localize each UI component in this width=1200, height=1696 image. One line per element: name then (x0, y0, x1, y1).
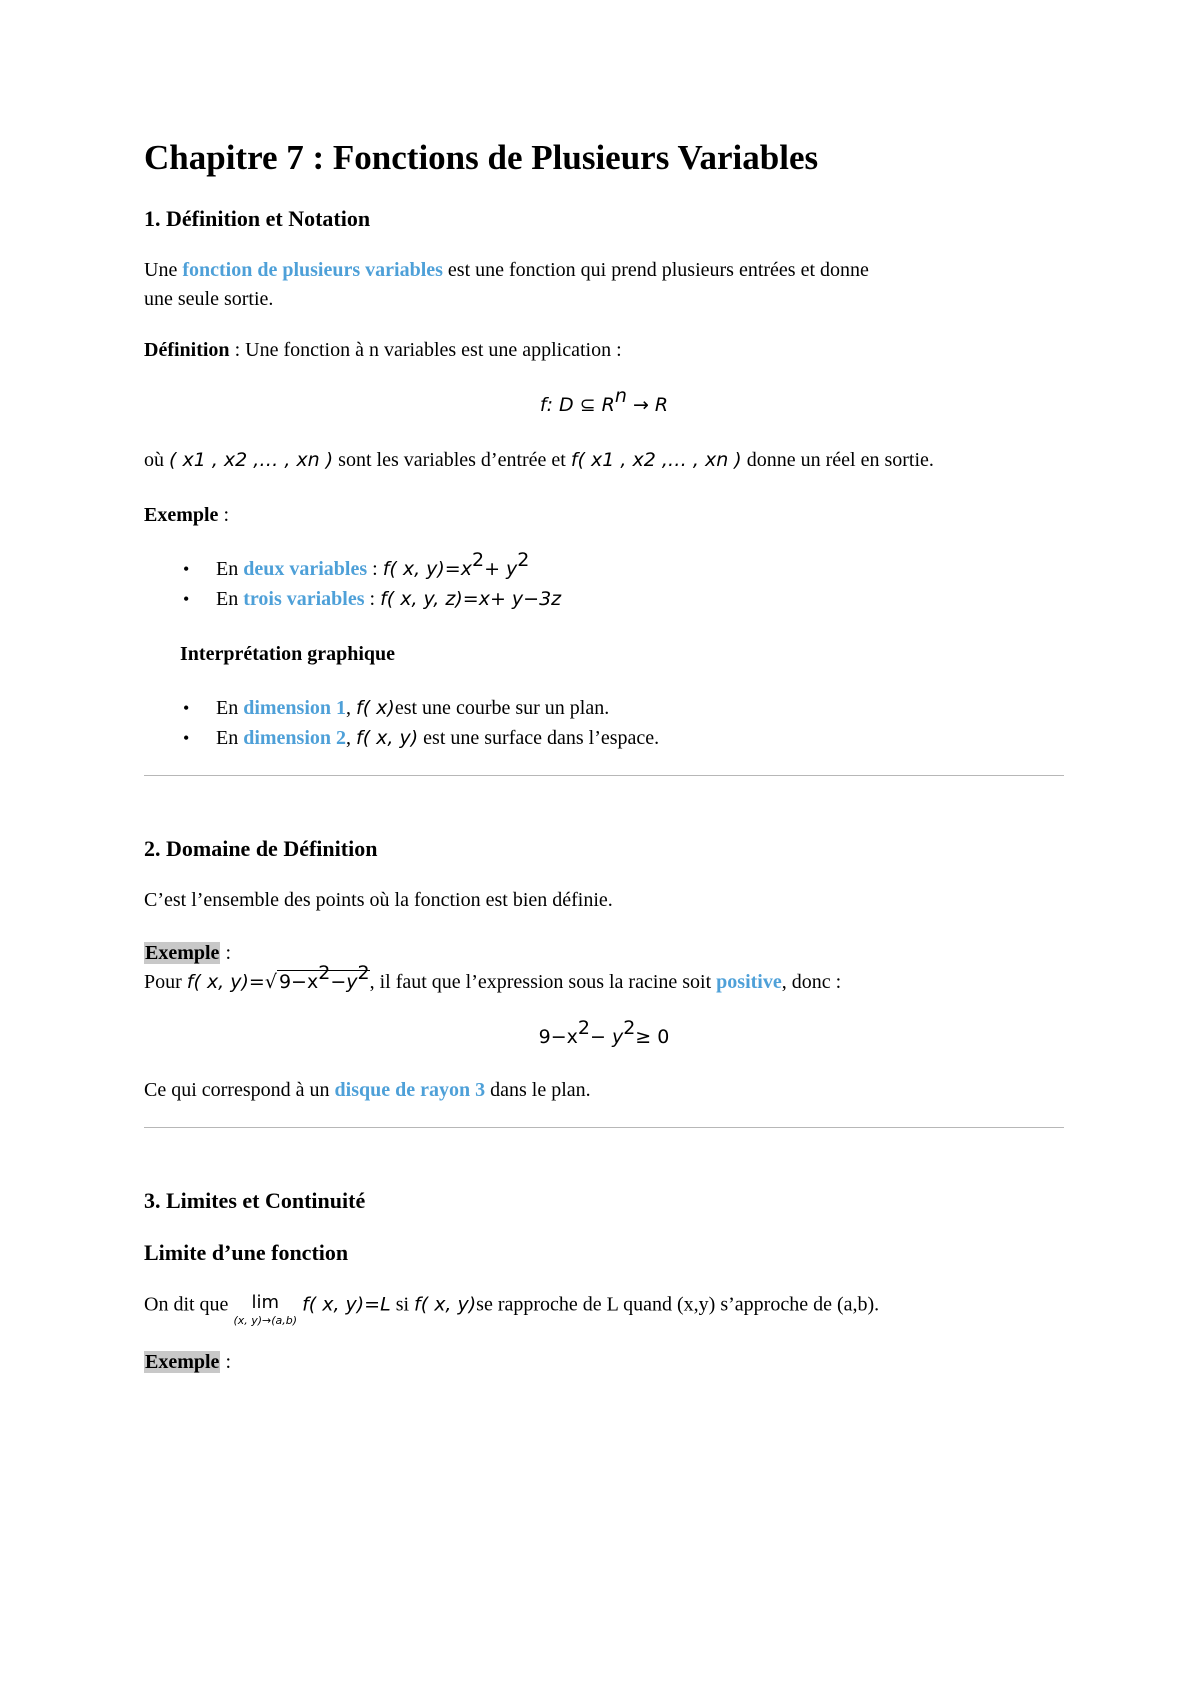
item-mid: : (367, 558, 383, 580)
item-post: est une surface dans l’espace. (418, 727, 660, 749)
sqrt-b: −y (330, 971, 358, 993)
cqc-post: dans le plan. (485, 1079, 591, 1101)
example-label: Exemple (144, 504, 219, 526)
interp-heading (144, 640, 1064, 669)
bullet-icon: • (183, 559, 190, 579)
s2-inequality (144, 1017, 1064, 1052)
definition-text: : Une fonction à n variables est une application : (229, 339, 622, 361)
section-divider (144, 775, 1064, 776)
section-1-heading: 1. Définition et Notation (144, 206, 371, 231)
s1-intro (144, 256, 1064, 314)
example-label: Exemple (145, 942, 220, 964)
item-sup1: 2 (471, 549, 485, 571)
on-math2: f( x, y) (414, 1293, 477, 1316)
item-pre: En (216, 727, 244, 749)
example-colon: : (220, 942, 231, 964)
list-item (144, 693, 1064, 723)
on-pre: On dit que (144, 1293, 234, 1316)
lim-top: lim (251, 1292, 280, 1313)
ou-func: f( x1 , x2 ,… , xn ) (570, 449, 742, 471)
item-highlight: dimension 2 (243, 727, 347, 749)
formula-end: → R (626, 394, 669, 416)
item-math: f( x) (356, 697, 395, 719)
ineq-b: − y (589, 1026, 624, 1048)
item-math: f( x, y, z)=x+ y−3z (380, 588, 562, 610)
item-sup2: 2 (517, 549, 530, 571)
item-highlight: deux variables (243, 558, 368, 580)
sqrt-exp2: 2 (357, 962, 370, 984)
item-pre: En (216, 588, 244, 610)
formula-mid: : D ⊆ R (546, 394, 615, 416)
s1-example-list (144, 549, 1064, 614)
bullet-icon: • (183, 589, 190, 609)
s2-conclusion (144, 1076, 1064, 1105)
ineq-a: 9−x (538, 1026, 578, 1048)
s1-intro-highlight: fonction de plusieurs variables (182, 259, 443, 281)
item-highlight: dimension 1 (243, 697, 347, 719)
ou-tuple: ( x1 , x2 ,… , xn ) (169, 449, 334, 471)
example-colon: : (220, 1351, 231, 1373)
section-3-heading: 3. Limites et Continuité (144, 1188, 366, 1213)
on-post: se rapproche de L quand (x,y) s’approche de (a,b). (476, 1293, 880, 1316)
pour-post: , donc : (781, 971, 842, 993)
pour-math: f( x, y)= (186, 971, 265, 993)
s3-subheading: Limite d’une fonction (144, 1240, 349, 1265)
item-pre: En (216, 697, 244, 719)
s1-intro-pre: Une (144, 259, 183, 281)
cqc-highlight: disque de rayon 3 (334, 1079, 486, 1101)
item-mid: : (364, 588, 381, 610)
bullet-icon: • (183, 728, 190, 748)
list-item (144, 549, 1064, 584)
sqrt-exp1: 2 (318, 962, 331, 984)
document-content (144, 138, 1064, 1377)
bullet-icon: • (183, 698, 190, 718)
lim-sub: (x, y)→(a,b) (233, 1314, 298, 1327)
s1-intro-line2: une seule sortie. (144, 288, 274, 310)
sqrt-content (277, 962, 370, 993)
pour-mid: , il faut que l’expression sous la racine soit (369, 971, 717, 993)
section-divider (144, 1127, 1064, 1128)
ou-pre: où (144, 449, 169, 471)
item-post: est une courbe sur un plan. (394, 697, 610, 719)
definition-label: Définition (144, 339, 230, 361)
item-pre: En (216, 558, 244, 580)
s3-limit-definition (144, 1290, 1064, 1327)
sqrt-a: 9−x (278, 971, 319, 993)
s1-definition (144, 336, 1064, 365)
s1-variables-line (144, 446, 1064, 475)
s2-intro: C’est l’ensemble des points où la fonction est bien définie. (144, 889, 613, 911)
list-item (144, 723, 1064, 753)
formula-f: f (539, 394, 547, 416)
s1-formula (144, 385, 1064, 420)
ou-post: donne un réel en sortie. (741, 449, 934, 471)
s2-example (144, 939, 1064, 997)
section-2-heading: 2. Domaine de Définition (144, 836, 378, 861)
formula-exp: n (614, 385, 627, 407)
ineq-exp2: 2 (623, 1017, 636, 1039)
page-title: Chapitre 7 : Fonctions de Plusieurs Variables (144, 138, 819, 177)
ineq-c: ≥ 0 (635, 1026, 670, 1048)
item-math: f( x, y) (356, 727, 419, 749)
s3-example (144, 1348, 1064, 1377)
interp-heading-text: Interprétation graphique (180, 643, 395, 665)
s1-example-label (144, 501, 1064, 530)
s1-intro-post: est une fonction qui prend plusieurs entrées et donne (442, 259, 869, 281)
sqrt-sign: √ (264, 971, 277, 993)
cqc-pre: Ce qui correspond à un (144, 1079, 335, 1101)
limit-operator (233, 1294, 297, 1326)
item-math: f( x, y)=x (382, 558, 472, 580)
example-colon: : (218, 504, 229, 526)
item-mid: , (346, 727, 357, 749)
example-label: Exemple (145, 1351, 220, 1373)
list-item (144, 584, 1064, 614)
on-math: f( x, y)=L (302, 1293, 391, 1316)
pour-pre: Pour (144, 971, 187, 993)
ou-mid: sont les variables d’entrée et (333, 449, 571, 471)
item-mid: , (346, 697, 357, 719)
interp-list (144, 693, 1064, 753)
item-math2: + y (484, 558, 518, 580)
item-highlight: trois variables (243, 588, 365, 610)
on-mid: si (390, 1293, 415, 1316)
ineq-exp1: 2 (577, 1017, 590, 1039)
pour-highlight: positive (716, 971, 782, 993)
